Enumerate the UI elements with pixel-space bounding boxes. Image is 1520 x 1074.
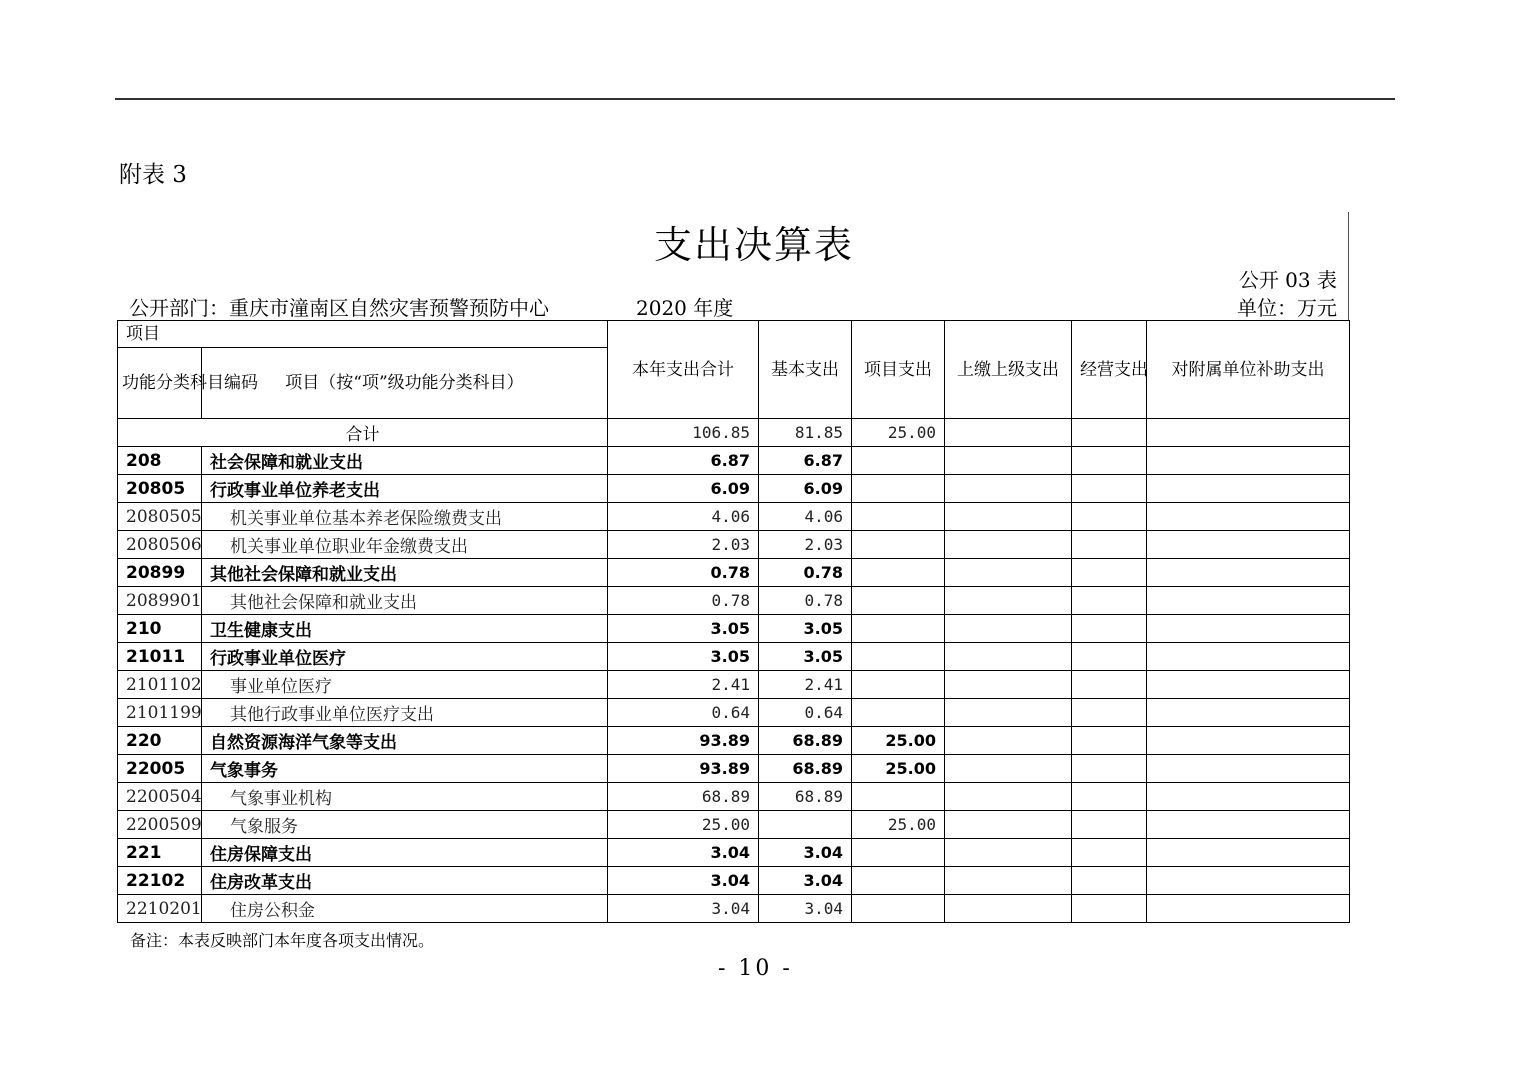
- row-project: [852, 447, 945, 475]
- annex-label: 附表 3: [119, 162, 187, 188]
- row-subsidy: [1147, 531, 1350, 559]
- row-subsidy: [1147, 699, 1350, 727]
- row-basic: 3.04: [759, 895, 852, 923]
- table-note: 备注：本表反映部门本年度各项支出情况。: [130, 931, 435, 950]
- row-project: [852, 587, 945, 615]
- row-project: [852, 615, 945, 643]
- row-basic: 3.04: [759, 867, 852, 895]
- row-upper: [945, 699, 1072, 727]
- title-border-line: [1348, 212, 1349, 320]
- total-row: [118, 419, 1350, 447]
- row-code: 2080506: [118, 531, 202, 559]
- table-row: [118, 447, 1350, 475]
- row-basic: 6.09: [759, 475, 852, 503]
- row-basic: 0.64: [759, 699, 852, 727]
- table-row: [118, 895, 1350, 923]
- row-total: 68.89: [608, 783, 759, 811]
- table-row: [118, 699, 1350, 727]
- table-row: [118, 755, 1350, 783]
- row-basic: 68.89: [759, 755, 852, 783]
- total-basic: 81.85: [759, 419, 852, 447]
- row-upper: [945, 531, 1072, 559]
- row-basic: 4.06: [759, 503, 852, 531]
- row-total: 2.41: [608, 671, 759, 699]
- row-business: [1072, 783, 1147, 811]
- row-project: [852, 475, 945, 503]
- row-subsidy: [1147, 587, 1350, 615]
- row-code: 2101102: [118, 671, 202, 699]
- row-subsidy: [1147, 559, 1350, 587]
- row-upper: [945, 587, 1072, 615]
- total-amount: 106.85: [608, 419, 759, 447]
- row-business: [1072, 615, 1147, 643]
- table-row: [118, 587, 1350, 615]
- row-total: 2.03: [608, 531, 759, 559]
- row-upper: [945, 867, 1072, 895]
- table-row: [118, 475, 1350, 503]
- row-basic: 2.03: [759, 531, 852, 559]
- row-subsidy: [1147, 811, 1350, 839]
- row-total: 25.00: [608, 811, 759, 839]
- row-business: [1072, 643, 1147, 671]
- row-subsidy: [1147, 447, 1350, 475]
- row-business: [1072, 755, 1147, 783]
- row-code: 2200509: [118, 811, 202, 839]
- row-name: 行政事业单位医疗: [202, 643, 608, 671]
- row-subsidy: [1147, 643, 1350, 671]
- row-code: 22102: [118, 867, 202, 895]
- row-subsidy: [1147, 839, 1350, 867]
- row-total: 4.06: [608, 503, 759, 531]
- header-project-expense: 项目支出: [852, 321, 945, 419]
- row-upper: [945, 839, 1072, 867]
- row-subsidy: [1147, 895, 1350, 923]
- row-name: 其他社会保障和就业支出: [202, 559, 608, 587]
- department-label: 公开部门：重庆市潼南区自然灾害预警预防中心: [129, 296, 549, 320]
- fiscal-year: 2020 年度: [636, 296, 734, 320]
- row-upper: [945, 643, 1072, 671]
- row-name: 自然资源海洋气象等支出: [202, 727, 608, 755]
- row-basic: 0.78: [759, 559, 852, 587]
- row-upper: [945, 811, 1072, 839]
- row-project: [852, 503, 945, 531]
- table-row: [118, 727, 1350, 755]
- row-business: [1072, 447, 1147, 475]
- row-business: [1072, 587, 1147, 615]
- row-business: [1072, 811, 1147, 839]
- row-basic: 6.87: [759, 447, 852, 475]
- row-upper: [945, 783, 1072, 811]
- row-code: 20899: [118, 559, 202, 587]
- row-name: 社会保障和就业支出: [202, 447, 608, 475]
- row-upper: [945, 755, 1072, 783]
- total-upper: [945, 419, 1072, 447]
- table-row: [118, 671, 1350, 699]
- table-row: [118, 531, 1350, 559]
- row-name: 事业单位医疗: [202, 671, 608, 699]
- row-subsidy: [1147, 755, 1350, 783]
- header-project-name: 项目（按“项”级功能分类科目）: [202, 348, 608, 419]
- row-code: 2210201: [118, 895, 202, 923]
- page-number: - 10 -: [718, 956, 793, 981]
- row-upper: [945, 727, 1072, 755]
- row-project: [852, 783, 945, 811]
- table-row: [118, 615, 1350, 643]
- row-code: 2200504: [118, 783, 202, 811]
- row-basic: 68.89: [759, 727, 852, 755]
- row-basic: 3.05: [759, 615, 852, 643]
- row-project: 25.00: [852, 811, 945, 839]
- header-upper: 上缴上级支出: [945, 321, 1072, 419]
- header-business: 经营支出: [1072, 321, 1147, 419]
- row-business: [1072, 475, 1147, 503]
- row-upper: [945, 447, 1072, 475]
- row-basic: 0.78: [759, 587, 852, 615]
- total-label: 合计: [118, 419, 608, 447]
- row-business: [1072, 839, 1147, 867]
- row-total: 3.04: [608, 895, 759, 923]
- row-name: 卫生健康支出: [202, 615, 608, 643]
- row-project: [852, 643, 945, 671]
- row-upper: [945, 559, 1072, 587]
- row-name: 机关事业单位职业年金缴费支出: [202, 531, 608, 559]
- header-subsidy: 对附属单位补助支出: [1147, 321, 1350, 419]
- header-rule: [115, 98, 1395, 100]
- row-total: 3.05: [608, 643, 759, 671]
- row-project: [852, 699, 945, 727]
- total-business: [1072, 419, 1147, 447]
- row-business: [1072, 867, 1147, 895]
- expenditure-table: [117, 320, 1350, 923]
- row-subsidy: [1147, 783, 1350, 811]
- table-row: [118, 867, 1350, 895]
- row-subsidy: [1147, 615, 1350, 643]
- row-name: 其他社会保障和就业支出: [202, 587, 608, 615]
- total-project: 25.00: [852, 419, 945, 447]
- row-subsidy: [1147, 671, 1350, 699]
- row-business: [1072, 671, 1147, 699]
- header-code: 功能分类科目编码: [118, 348, 202, 419]
- row-upper: [945, 615, 1072, 643]
- row-code: 2080505: [118, 503, 202, 531]
- row-name: 气象服务: [202, 811, 608, 839]
- row-business: [1072, 531, 1147, 559]
- row-subsidy: [1147, 475, 1350, 503]
- row-code: 220: [118, 727, 202, 755]
- row-project: [852, 839, 945, 867]
- row-upper: [945, 671, 1072, 699]
- row-basic: 2.41: [759, 671, 852, 699]
- row-code: 21011: [118, 643, 202, 671]
- row-project: [852, 671, 945, 699]
- row-basic: 68.89: [759, 783, 852, 811]
- header-total: 本年支出合计: [608, 321, 759, 419]
- row-project: 25.00: [852, 755, 945, 783]
- row-business: [1072, 699, 1147, 727]
- header-project: 项目: [118, 321, 608, 348]
- row-upper: [945, 895, 1072, 923]
- row-upper: [945, 475, 1072, 503]
- row-total: 93.89: [608, 727, 759, 755]
- row-code: 2101199: [118, 699, 202, 727]
- row-total: 3.04: [608, 839, 759, 867]
- row-project: 25.00: [852, 727, 945, 755]
- row-business: [1072, 727, 1147, 755]
- header-basic: 基本支出: [759, 321, 852, 419]
- row-subsidy: [1147, 867, 1350, 895]
- currency-unit: 单位：万元: [1237, 296, 1337, 320]
- row-subsidy: [1147, 727, 1350, 755]
- page-title: 支出决算表: [654, 223, 855, 267]
- row-code: 208: [118, 447, 202, 475]
- table-row: [118, 503, 1350, 531]
- row-total: 93.89: [608, 755, 759, 783]
- row-upper: [945, 503, 1072, 531]
- row-basic: [759, 811, 852, 839]
- row-project: [852, 531, 945, 559]
- total-subsidy: [1147, 419, 1350, 447]
- row-name: 其他行政事业单位医疗支出: [202, 699, 608, 727]
- row-name: 气象事务: [202, 755, 608, 783]
- row-code: 22005: [118, 755, 202, 783]
- row-total: 3.04: [608, 867, 759, 895]
- row-name: 住房公积金: [202, 895, 608, 923]
- row-total: 0.64: [608, 699, 759, 727]
- row-name: 住房保障支出: [202, 839, 608, 867]
- row-business: [1072, 895, 1147, 923]
- table-row: [118, 783, 1350, 811]
- row-subsidy: [1147, 503, 1350, 531]
- row-basic: 3.04: [759, 839, 852, 867]
- table-row: [118, 811, 1350, 839]
- row-project: [852, 867, 945, 895]
- row-total: 0.78: [608, 587, 759, 615]
- row-total: 6.09: [608, 475, 759, 503]
- row-total: 6.87: [608, 447, 759, 475]
- row-project: [852, 895, 945, 923]
- row-code: 2089901: [118, 587, 202, 615]
- row-name: 行政事业单位养老支出: [202, 475, 608, 503]
- row-total: 3.05: [608, 615, 759, 643]
- row-name: 气象事业机构: [202, 783, 608, 811]
- row-name: 机关事业单位基本养老保险缴费支出: [202, 503, 608, 531]
- table-row: [118, 839, 1350, 867]
- table-row: [118, 559, 1350, 587]
- row-code: 20805: [118, 475, 202, 503]
- table-row: [118, 643, 1350, 671]
- row-business: [1072, 559, 1147, 587]
- row-business: [1072, 503, 1147, 531]
- row-project: [852, 559, 945, 587]
- row-code: 221: [118, 839, 202, 867]
- row-code: 210: [118, 615, 202, 643]
- row-basic: 3.05: [759, 643, 852, 671]
- row-total: 0.78: [608, 559, 759, 587]
- row-name: 住房改革支出: [202, 867, 608, 895]
- form-number: 公开 03 表: [1238, 268, 1337, 292]
